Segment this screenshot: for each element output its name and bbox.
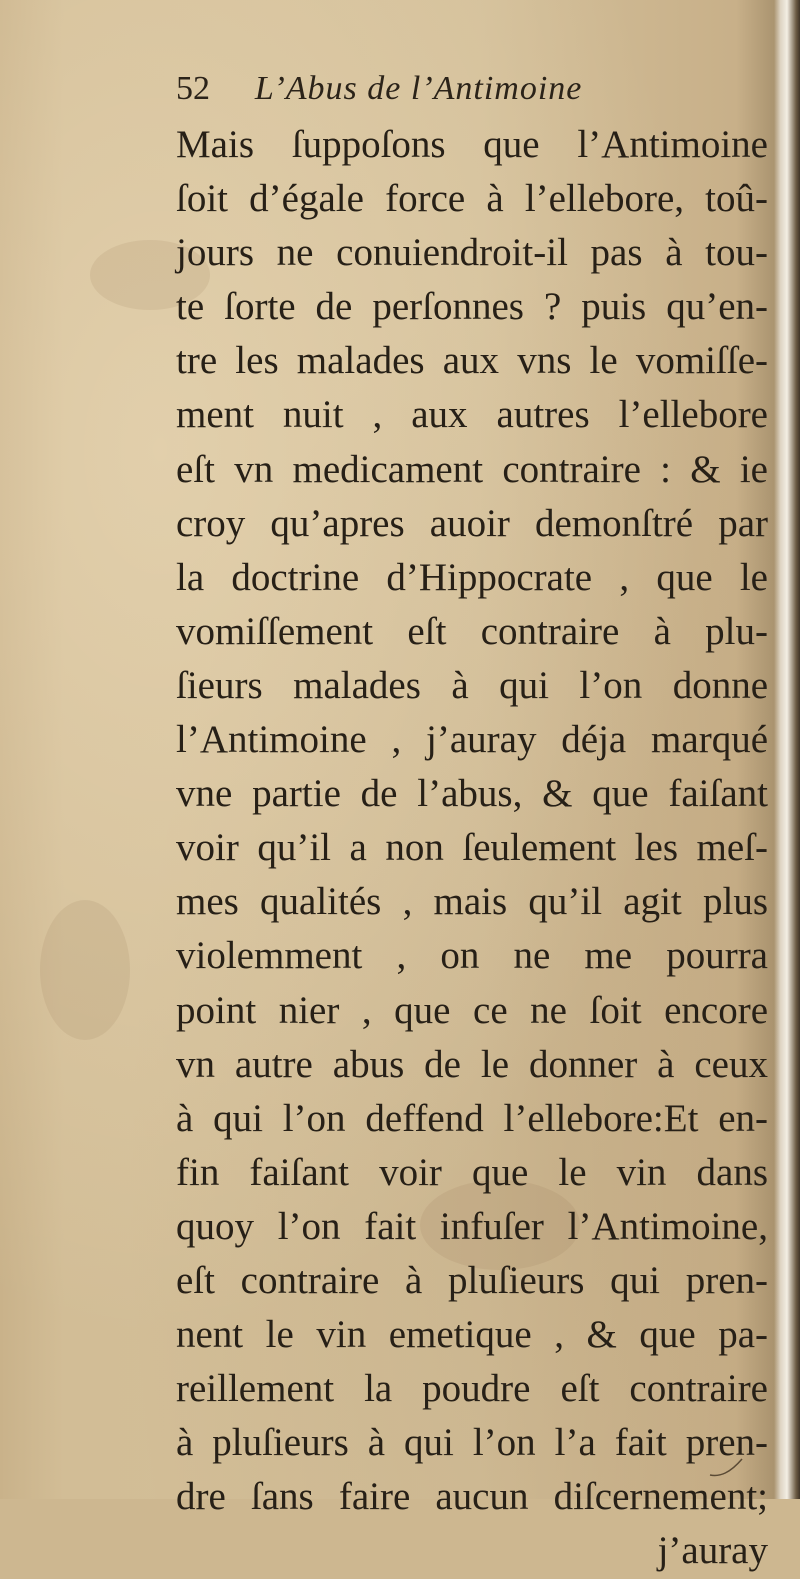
text-line: eſt vn medicament contraire : & ie (176, 447, 768, 491)
text-line: nent le vin emetique , & que pa- (176, 1313, 768, 1357)
text-line: jours ne conuiendroit-il pas à tou- (176, 231, 768, 275)
catchword: j’auray (657, 1529, 768, 1573)
paper-stain (40, 900, 130, 1040)
text-line: te ſorte de perſonnes ? puis qu’en- (176, 285, 768, 329)
text-line: à pluſieurs à qui l’on l’a fait pren- (176, 1421, 768, 1465)
text-line: à qui l’on deffend l’ellebore:Et en- (176, 1096, 768, 1140)
ink-mark (708, 1455, 744, 1479)
text-line: vn autre abus de le donner à ceux (176, 1042, 768, 1086)
text-line: fin faiſant voir que le vin dans (176, 1150, 768, 1194)
text-line: croy qu’apres auoir demonſtré par (176, 501, 768, 545)
body-text (176, 118, 768, 1579)
text-line: reillement la poudre eſt contraire (176, 1367, 768, 1411)
text-line: point nier , que ce ne ſoit encore (176, 988, 768, 1032)
text-line: la doctrine d’Hippocrate , que le (176, 555, 768, 599)
text-line: l’Antimoine , j’auray déja marqué (176, 718, 768, 762)
text-line: tre les malades aux vns le vomiſſe- (176, 339, 768, 383)
text-line: quoy l’on fait infuſer l’Antimoine, (176, 1204, 768, 1248)
text-line: ment nuit , aux autres l’ellebore (176, 393, 768, 437)
text-line: eſt contraire à pluſieurs qui pren- (176, 1258, 768, 1302)
text-line: ſoit d’égale force à l’ellebore, toû- (176, 177, 768, 221)
text-line: mes qualités , mais qu’il agit plus (176, 880, 768, 924)
text-line: vne partie de l’abus, & que faiſant (176, 772, 768, 816)
text-line: violemment , on ne me pourra (176, 934, 768, 978)
text-line: ſieurs malades à qui l’on donne (176, 663, 768, 707)
text-line: vomiſſement eſt contraire à plu- (176, 609, 768, 653)
page-header (176, 68, 582, 116)
text-line: Mais ſuppoſons que l’Antimoine (176, 123, 768, 166)
page-number: 52 (176, 70, 210, 107)
text-line: voir qu’il a non ſeulement les meſ- (176, 826, 768, 870)
page-edge (774, 0, 800, 1499)
text-line: dre ſans faire aucun diſcernement; (176, 1475, 768, 1519)
running-title: L’Abus de l’Antimoine (254, 70, 583, 107)
